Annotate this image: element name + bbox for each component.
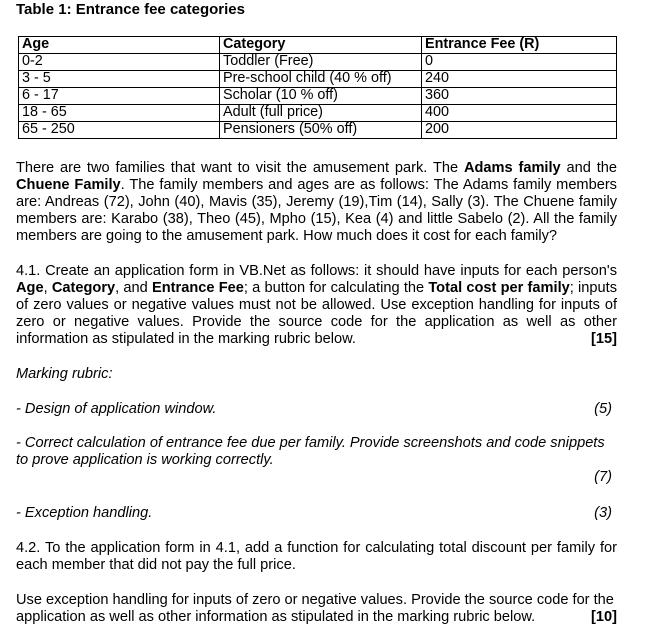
rubric-text-design: - Design of application window. — [16, 401, 217, 417]
table-row — [19, 54, 617, 71]
header-category: Category — [220, 37, 422, 54]
q41-text-2: , — [43, 280, 52, 296]
q41-total-cost-bold: Total cost per family — [428, 280, 570, 296]
table-header-row — [19, 37, 617, 54]
q41-text-1: 4.1. Create an application form in VB.Net as follows: it should have inputs for each person's — [16, 263, 617, 279]
header-age: Age — [19, 37, 220, 54]
table-row — [19, 88, 617, 105]
table-row — [19, 105, 617, 122]
rubric-title: Marking rubric: — [16, 366, 113, 382]
rubric-text-exception: - Exception handling. — [16, 505, 153, 521]
cell-category: Toddler (Free) — [220, 54, 422, 71]
cell-category: Adult (full price) — [220, 105, 422, 122]
q41-age-bold: Age — [16, 280, 44, 296]
cell-fee: 360 — [422, 88, 617, 105]
cell-category: Pensioners (50% off) — [220, 122, 422, 139]
rubric-item-design — [16, 401, 612, 418]
rubric-text-calculation: - Correct calculation of entrance fee due per family. Provide screenshots and code snippets to prove application is working correctly. — [16, 435, 605, 468]
q42-line-2-row — [16, 609, 617, 626]
question-4-2: 4.2. To the application form in 4.1, add a function for calculating total discount per family for each member that did not pay the full price. — [16, 540, 617, 573]
cell-fee: 400 — [422, 105, 617, 122]
cell-fee: 240 — [422, 71, 617, 88]
cell-fee: 0 — [422, 54, 617, 71]
q42-line-1: Use exception handling for inputs of zero or negative values. Provide the source code for the — [16, 592, 614, 608]
q41-category-bold: Category — [51, 280, 116, 296]
q41-entrance-fee-bold: Entrance Fee — [152, 280, 244, 296]
intro-text-2: and the — [560, 160, 617, 176]
q41-text-4: ; a button for calculating the — [243, 280, 429, 296]
cell-age: 18 - 65 — [19, 105, 220, 122]
table-title: Table 1: Entrance fee categories — [16, 1, 245, 18]
rubric-item-calculation — [16, 435, 612, 469]
question-4-2-instructions — [16, 592, 617, 626]
adams-family-bold: Adams family — [463, 160, 561, 176]
cell-category: Pre-school child (40 % off) — [220, 71, 422, 88]
q41-marks: [15] — [591, 331, 617, 347]
rubric-mark-calculation: (7) — [594, 469, 612, 485]
question-4-1 — [16, 263, 617, 348]
rubric-mark-design: (5) — [594, 401, 612, 417]
rubric-item-exception — [16, 505, 612, 522]
chuene-family-bold: Chuene Family — [16, 177, 121, 193]
rubric-mark-exception: (3) — [594, 505, 612, 521]
q42-line-2: application as well as other information as stipulated in the marking rubric below. — [16, 609, 536, 625]
intro-text-3: . The family members and ages are as follows: The Adams family members are: Andreas (72), John (40), Mavis (35), Jeremy (19),Tim (14), Sally (3). The Chuene family members are: Karabo (38), Theo (45), Mpho (15), Kea (4) and little Sabelo (2). All the family members are going to the amusement park. How much does it cost for each family? — [16, 177, 617, 244]
cell-age: 65 - 250 — [19, 122, 220, 139]
cell-age: 0-2 — [19, 54, 220, 71]
table-row — [19, 122, 617, 139]
intro-text-1: There are two families that want to visit the amusement park. The — [16, 160, 464, 176]
q42-marks: [10] — [591, 609, 617, 625]
table-row — [19, 71, 617, 88]
cell-fee: 200 — [422, 122, 617, 139]
cell-category: Scholar (10 % off) — [220, 88, 422, 105]
header-entrance-fee: Entrance Fee (R) — [422, 37, 617, 54]
q41-text-5: ; inputs of zero values or negative values must not be allowed. Use exception handling for inputs of zero or negative values. Provide the source code for the application as well as other information as stipulated in the marking rubric below. — [16, 280, 617, 347]
entrance-fee-table — [18, 36, 617, 139]
intro-paragraph — [16, 160, 617, 245]
cell-age: 6 - 17 — [19, 88, 220, 105]
cell-age: 3 - 5 — [19, 71, 220, 88]
q41-text-3: , and — [115, 280, 153, 296]
